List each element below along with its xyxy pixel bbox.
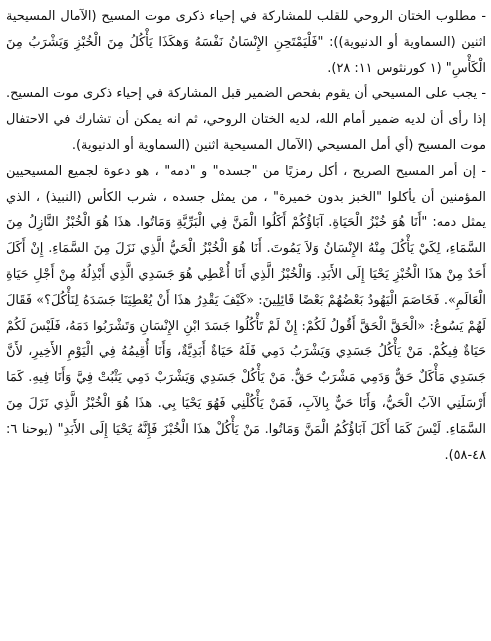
scripture-reference: " (يوحنا ٦: ٤٨-٥٨).	[6, 421, 486, 463]
paragraph-intro-text: - مطلوب الختان الروحي للقلب للمشاركة في إحياء ذكرى موت المسيح (الآمال المسيحية اثنين (السماوية أو الدنيوية)): "	[6, 9, 486, 50]
paragraph-self-examination	[6, 81, 486, 158]
paragraph-body-text: - يجب على المسيحي أن يقوم بفحص الضمير قبل المشاركة في إحياء ذكرى موت المسيح. إذا رأى أن لديه ضمير أمام الله، لديه الختان الروحي، ثم انه يمكن أن تشارك في الاحتفال موت المسيح (أي أمل المسيحي (الآمال المسيحية اثنين (السماوية أو الدنيوية).	[6, 86, 486, 153]
scripture-quote: أَنَا هُوَ خُبْزُ الْحَيَاةِ. آبَاؤُكُمْ أَكَلُوا الْمَنَّ فِي الْبَرِّيَّةِ وَمَاتُوا. هذَا هُوَ الْخُبْزُ النَّازِلُ مِنَ السَّمَاءِ، لِكَيْ يَأْكُلَ مِنْهُ الإِنْسَانُ وَلاَ يَمُوتَ. أَنَا هُوَ الْخُبْزُ الْحَيُّ الَّذِي نَزَلَ مِنَ السَّمَاءِ. إِنْ أَكَلَ أَحَدٌ مِنْ هذَا الْخُبْزِ يَحْيَا إِلَى الأَبَدِ. وَالْخُبْزُ الَّذِي أَنَا أُعْطِي هُوَ جَسَدِي الَّذِي أَبْذِلُهُ مِنْ أَجْلِ حَيَاةِ الْعَالَمِ». فَخَاصَمَ الْيَهُودُ بَعْضُهُمْ بَعْضًا قَائِلِينَ: «كَيْفَ يَقْدِرُ هذَا أَنْ يُعْطِيَنَا جَسَدَهُ لِنَأْكُلَ؟» فَقَالَ لَهُمْ يَسُوعُ: «الْحَقَّ الْحَقَّ أَقُولُ لَكُمْ: إِنْ لَمْ تَأْكُلُوا جَسَدَ ابْنِ الإِنْسَانِ وَتَشْرَبُوا دَمَهُ، فَلَيْسَ لَكُمْ حَيَاةٌ فِيكُمْ. مَنْ يَأْكُلُ جَسَدِي وَيَشْرَبُ دَمِي فَلَهُ حَيَاةٌ أَبَدِيَّةٌ، وَأَنَا أُقِيمُهُ فِي الْيَوْمِ الأَخِيرِ، لأَنَّ جَسَدِي مَأْكَلٌ حَقٌّ وَدَمِي مَشْرَبٌ حَقٌّ. مَنْ يَأْكُلْ جَسَدِي وَيَشْرَبْ دَمِي يَثْبُتْ فِيَّ وَأَنَا فِيهِ. كَمَا أَرْسَلَنِي الآبُ الْحَيُّ، وَأَنَا حَيٌّ بِالآبِ، فَمَنْ يَأْكُلْنِي فَهُوَ يَحْيَا بِي. هذَا هُوَ الْخُبْزُ الَّذِي نَزَلَ مِنَ السَّمَاءِ. لَيْسَ كَمَا أَكَلَ آبَاؤُكُمُ الْمَنَّ وَمَاتُوا. مَنْ يَأْكُلْ هذَا الْخُبْزَ فَإِنَّهُ يَحْيَا إِلَى الأَبَدِ	[6, 215, 486, 437]
paragraph-christ-command	[6, 159, 486, 469]
paragraph-intro-text: - إن أمر المسيح الصريح ، أكل رمزيًا من "جسده" و "دمه" ، هو دعوة لجميع المسيحيين المؤمنين أن يأكلوا "الخبز بدون خميرة" ، من يمثل جسده ، شرب الكأس (النبيذ) ، الذي يمثل دمه: "	[6, 163, 486, 231]
scripture-quote: فَلْيَمْتَحِنِ الإِنْسَانُ نَفْسَهُ وَهكَذَا يَأْكُلُ مِنَ الْخُبْزِ وَيَشْرَبُ مِنَ الْكَأْسِ	[6, 34, 486, 76]
scripture-reference: " (١ كورنثوس ١١: ٢٨).	[327, 60, 452, 76]
paragraph-spiritual-circumcision	[6, 4, 486, 81]
